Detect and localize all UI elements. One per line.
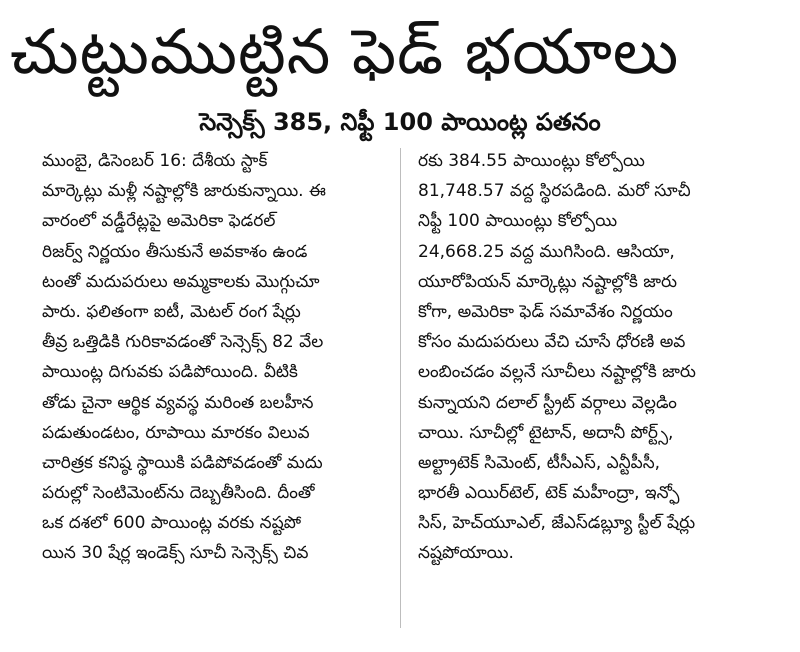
- body-text-line: రకు 384.55 పాయింట్లు కోల్పోయి: [418, 151, 645, 171]
- body-text-line: భారతీ ఎయిర్‌టెల్, టెక్ మహీంద్రా, ఇన్ఫో: [418, 483, 680, 504]
- body-text-line: ముంబై, డిసెంబర్ 16: దేశీయ స్టాక్: [42, 151, 268, 171]
- column-divider: [400, 148, 401, 628]
- body-text-line: మార్కెట్లు మళ్లీ నష్టాల్లోకి జారుకున్నాయి. ఈ: [42, 181, 326, 202]
- body-text-line: 24,668.25 వద్ద ముగిసింది. ఆసియా,: [418, 241, 675, 262]
- body-text-line: నిఫ్టీ 100 పాయింట్లు కోల్పోయి: [418, 211, 618, 232]
- body-text-line: అల్ట్రాటెక్ సిమెంట్, టీసీఎస్, ఎన్టీపీసీ,: [418, 452, 661, 473]
- body-text-line: నష్టపోయాయి.: [418, 543, 514, 564]
- body-text-line: చారిత్రక కనిష్ఠ స్థాయికి పడిపోవడంతో మదు: [42, 452, 323, 473]
- body-text-line: చాయి. సూచీల్లో టైటాన్, అదానీ పోర్ట్స్,: [418, 422, 674, 443]
- body-text-line: వారంలో వడ్డీరేట్లపై అమెరికా ఫెడరల్: [42, 211, 276, 232]
- article-right-column: [418, 146, 780, 569]
- body-text-line: పారు. ఫలితంగా ఐటీ, మెటల్ రంగ షేర్లు: [42, 301, 301, 322]
- body-text-line: కున్నాయని దలాల్ స్ట్రీట్ వర్గాలు వెల్లడిం: [418, 392, 677, 413]
- article-left-column: [42, 146, 382, 569]
- body-text-line: 81,748.57 వద్ద స్థిరపడింది. మరో సూచీ: [418, 181, 691, 202]
- body-text-line: పాయింట్ల దిగువకు పడిపోయింది. వీటికి: [42, 362, 298, 383]
- body-text-line: పరుల్లో సెంటిమెంట్‌ను దెబ్బతీసింది. దీంతో: [42, 483, 315, 504]
- body-text-line: కోగా, అమెరికా ఫెడ్ సమావేశం నిర్ణయం: [418, 301, 673, 322]
- body-text-line: సిస్, హెచ్‌యూఎల్, జేఎస్‌డబ్ల్యూ స్టీల్ షేర్లు: [418, 513, 696, 534]
- body-text-line: టంతో మదుపరులు అమ్మకాలకు మొగ్గుచూ: [42, 271, 320, 292]
- body-text-line: లంబించడం వల్లనే సూచీలు నష్టాల్లోకి జారు: [418, 362, 696, 383]
- headline: చుట్టుముట్టిన ఫెడ్ భయాలు: [10, 15, 680, 88]
- body-text-line: యిన 30 షేర్ల ఇండెక్స్ సూచీ సెన్సెక్స్ చివ: [42, 543, 309, 564]
- subheadline: సెన్సెక్స్ 385, నిఫ్టీ 100 పాయింట్ల పతనం: [199, 108, 601, 136]
- body-text-line: రిజర్వ్ నిర్ణయం తీసుకునే అవకాశం ఉండ: [42, 241, 308, 262]
- body-text-line: తోడు చైనా ఆర్థిక వ్యవస్థ మరింత బలహీన: [42, 392, 314, 413]
- body-text-line: యూరోపియన్ మార్కెట్లు నష్టాల్లోకి జారు: [418, 271, 677, 292]
- body-text-line: పడుతుండటం, రూపాయి మారకం విలువ: [42, 422, 310, 443]
- body-text-line: ఒక దశలో 600 పాయింట్ల వరకు నష్టపో: [42, 513, 302, 534]
- body-text-line: కోసం మదుపరులు వేచి చూసే ధోరణి అవ: [418, 332, 686, 353]
- body-text-line: తీవ్ర ఒత్తిడికి గురికావడంతో సెన్సెక్స్ 82 వేల: [42, 332, 324, 353]
